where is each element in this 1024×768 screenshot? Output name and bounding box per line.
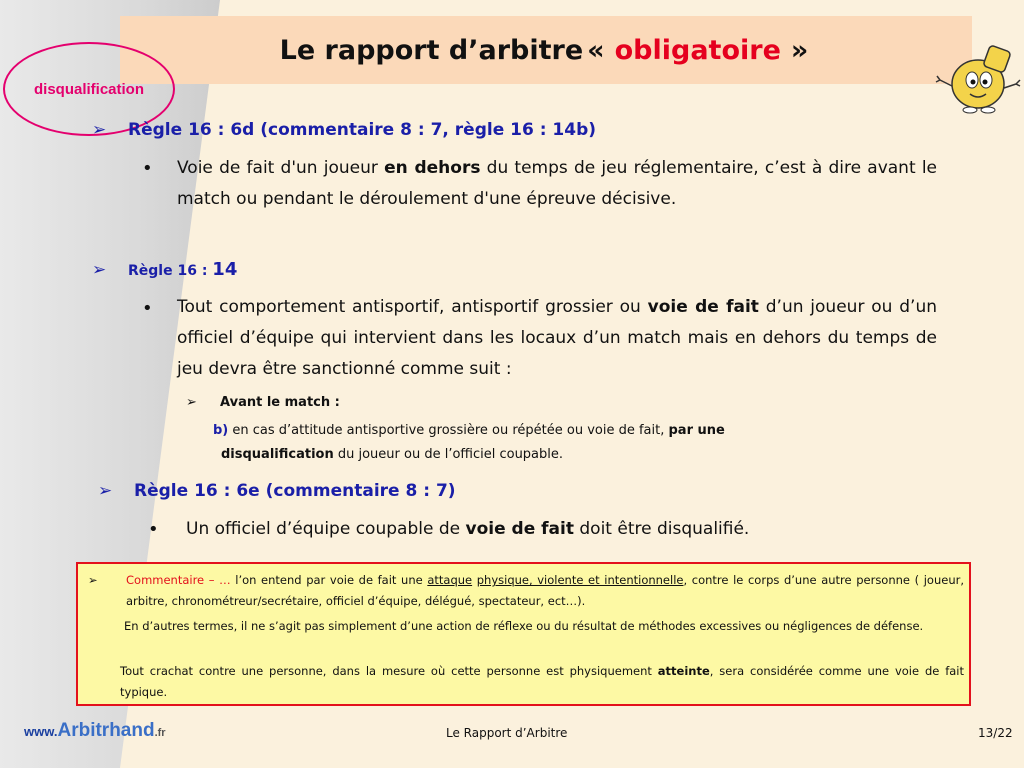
comment-p3-bold: atteinte xyxy=(657,664,710,678)
rule3-bullet-icon: • xyxy=(148,519,159,540)
disqualification-badge-text: disqualification xyxy=(33,80,144,98)
rule2-heading-small: Règle 16 : xyxy=(128,263,213,279)
title-accent: obligatoire xyxy=(614,34,781,66)
rule2-sub-heading xyxy=(186,395,340,410)
rule2-b-bold2: disqualification xyxy=(221,447,334,462)
rule2-p1-rest: d’un joueur ou d’un officiel d’équipe qui intervient dans les locaux d’un match mais en dehors du temps de jeu devra être sanctionné comme suit : xyxy=(177,297,937,379)
footer-www: www. xyxy=(24,724,58,739)
comment-arrow-icon: ➢ xyxy=(88,573,98,587)
rule3-heading-text: Règle 16 : 6e (commentaire 8 : 7) xyxy=(134,481,456,501)
rule2-paragraph xyxy=(177,292,937,385)
comment-l1: l’on entend par voie de fait une xyxy=(230,573,428,587)
rule1-p1-bold: en dehors xyxy=(384,158,481,178)
footer-title: Le Rapport d’Arbitre xyxy=(446,726,568,740)
rule2-p1-bold: voie de fait xyxy=(647,297,759,317)
comment-label: Commentaire – … xyxy=(126,573,231,587)
rule3-p1-rest: doit être disqualifié. xyxy=(573,519,750,539)
rule2-b-label: b) xyxy=(213,423,229,438)
rule1-heading xyxy=(92,120,596,140)
rule2-arrow-icon: ➢ xyxy=(92,260,107,280)
rule1-bullet-icon: • xyxy=(142,158,153,179)
rule1-paragraph xyxy=(177,153,937,215)
rule3-p1: Un officiel d’équipe coupable de xyxy=(186,519,466,539)
rule1-arrow-icon: ➢ xyxy=(92,120,107,140)
rule2-heading-num: 14 xyxy=(212,259,238,280)
comment-p2: En d’autres termes, il ne s’agit pas simplement d’une action de réflexe ou du résultat de méthodes excessives ou négligences de défense. xyxy=(124,619,924,633)
rule2-b-item xyxy=(213,419,863,467)
title-prefix: Le rapport d’arbitre xyxy=(279,34,584,66)
comment-paragraph-1 xyxy=(126,570,964,612)
rule1-p1-rest: du temps de jeu réglementaire, c’est à dire avant le match ou pendant le déroulement d'une épreuve décisive. xyxy=(177,158,937,209)
comment-l1-rest: , contre le corps d’une autre personne ( joueur, arbitre, chronométreur/secrétaire, officiel d’équipe, délégué, spectateur, ect…). xyxy=(126,573,964,608)
title-open-quote: « xyxy=(587,34,605,66)
footer-logo[interactable] xyxy=(24,720,166,742)
rule3-p1-bold: voie de fait xyxy=(465,519,574,539)
rule2-heading xyxy=(92,259,237,280)
rule2-sub-heading-text: Avant le match : xyxy=(220,395,340,410)
title-close-quote: » xyxy=(790,34,809,66)
comment-box xyxy=(76,562,971,706)
rule2-b-text: en cas d’attitude antisportive grossière ou répétée ou voie de fait, xyxy=(228,423,669,438)
comment-p3b: , sera considérée comme une voie de fait typique. xyxy=(120,664,964,699)
rule2-bullet-icon: • xyxy=(142,298,153,319)
page-number: 13/22 xyxy=(978,726,1013,740)
rule2-b-rest: du joueur ou de l’officiel coupable. xyxy=(333,447,564,462)
rule2-sub-arrow-icon: ➢ xyxy=(186,395,197,410)
comment-p3a: Tout crachat contre une personne, dans la mesure où cette personne est physiquement xyxy=(120,664,658,678)
rule2-b-bold1: par une xyxy=(668,423,725,438)
rule3-arrow-icon: ➢ xyxy=(98,481,113,501)
comment-paragraph-3 xyxy=(120,661,964,703)
comment-u2: physique, violente et intentionnelle xyxy=(476,573,684,587)
comment-paragraph-2 xyxy=(126,616,964,637)
rule3-paragraph xyxy=(186,514,906,545)
comment-u1: attaque xyxy=(427,573,473,587)
footer-tld: .fr xyxy=(154,727,166,739)
rule2-p1: Tout comportement antisportif, antisportif grossier ou xyxy=(177,297,648,317)
footer-brand: Arbitrhand xyxy=(57,720,155,741)
rule1-heading-text: Règle 16 : 6d (commentaire 8 : 7, règle 16 : 14b) xyxy=(128,120,597,140)
rule1-p1: Voie de fait d'un joueur xyxy=(177,158,385,178)
rule3-heading xyxy=(98,481,456,501)
